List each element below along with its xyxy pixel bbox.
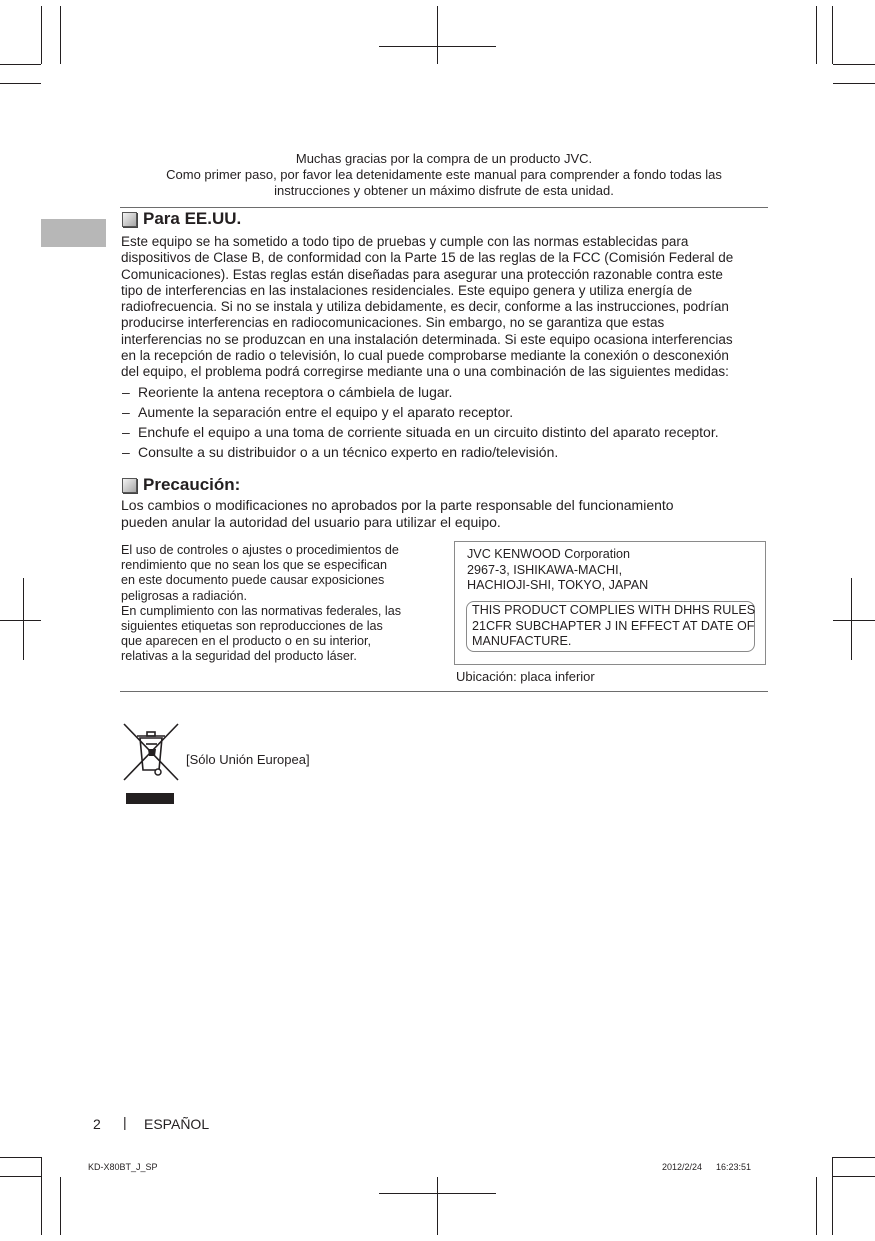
heading-square-icon — [122, 212, 137, 227]
fcc-line: radiofrecuencia. Si no se instala y utiliza debidamente, es decir, conforme a las instrucciones, podrían — [121, 299, 729, 315]
fcc-line: interferencias no se produzcan en una instalación determinada. Si este equipo ocasiona interferencias — [121, 331, 733, 347]
laser-line: siguientes etiquetas son reproducciones de las — [121, 619, 383, 634]
list-item: – Aumente la separación entre el equipo y el aparato receptor. — [122, 404, 514, 420]
weee-bar — [126, 793, 174, 804]
compliance-line: 21CFR SUBCHAPTER J IN EFFECT AT DATE OF — [472, 618, 755, 633]
list-item: – Reoriente la antena receptora o cámbiela de lugar. — [122, 384, 453, 400]
precaution-line: pueden anular la autoridad del usuario para utilizar el equipo. — [121, 514, 501, 530]
imprint-time: 16:23:51 — [716, 1162, 752, 1172]
fcc-line: Comunicaciones). Estas reglas están diseñadas para asegurar una protección razonable contra este — [121, 266, 723, 282]
laser-paragraph — [121, 543, 401, 665]
laser-line: El uso de controles o ajustes o procedimientos de — [121, 543, 399, 557]
intro-paragraph — [120, 151, 768, 199]
address-line: HACHIOJI-SHI, TOKYO, JAPAN — [467, 578, 649, 592]
fcc-heading-text: Para EE.UU. — [143, 209, 242, 228]
fcc-paragraph — [121, 234, 733, 381]
fcc-measures-list — [122, 382, 719, 462]
language-tab — [41, 219, 106, 247]
precaution-heading-text: Precaución: — [143, 475, 241, 494]
crossed-out-bin-icon — [122, 722, 180, 782]
laser-line: que aparecen en el producto o en su interior, — [121, 634, 371, 649]
fcc-line: tipo de interferencias en las instalaciones residenciales. Este equipo genera y utiliza energía de — [121, 282, 693, 298]
list-item: – Consulte a su distribuidor o a un técnico experto en radio/televisión. — [122, 444, 559, 460]
fcc-line: dispositivos de Clase B, de conformidad con la Parte 15 de las reglas de la FCC (Comisión Federal de — [121, 250, 734, 266]
intro-line: instrucciones y obtener un máximo disfrute de esta unidad. — [274, 183, 614, 198]
eu-only-note: [Sólo Unión Europea] — [186, 752, 310, 767]
laser-line: en este documento puede causar exposiciones — [121, 573, 385, 588]
laser-line: relativas a la seguridad del producto láser. — [121, 649, 357, 664]
laser-line: peligrosas a radiación. — [121, 588, 248, 603]
precaution-heading — [122, 475, 240, 495]
heading-square-icon — [122, 478, 137, 493]
list-item: – Enchufe el equipo a una toma de corriente situada en un circuito distinto del aparato receptor. — [122, 424, 719, 440]
fcc-line: en la recepción de radio o televisión, lo cual puede comprobarse mediante la conexión o desconexión — [121, 348, 729, 364]
address-line: 2967-3, ISHIKAWA-MACHI, — [467, 562, 623, 577]
intro-line: Muchas gracias por la compra de un producto JVC. — [295, 151, 593, 166]
footer-language: ESPAÑOL — [144, 1116, 210, 1132]
precaution-paragraph — [121, 497, 674, 531]
divider — [120, 207, 768, 208]
address-line: JVC KENWOOD Corporation — [467, 547, 631, 561]
laser-line: En cumplimiento con las normativas federales, las — [121, 603, 401, 618]
intro-line: Como primer paso, por favor lea detenidamente este manual para comprender a fondo todas las — [166, 167, 722, 182]
fcc-line: del equipo, el problema podrá corregirse mediante una o una combinación de las siguientes medidas: — [121, 364, 729, 380]
compliance-line: THIS PRODUCT COMPLIES WITH DHHS RULES — [472, 603, 756, 617]
imprint-file: KD-X80BT_J_SP — [88, 1162, 158, 1172]
fcc-heading — [122, 209, 241, 229]
compliance-box — [466, 601, 755, 652]
fcc-line: Este equipo se ha sometido a todo tipo de pruebas y cumple con las normas establecidas para — [121, 234, 689, 249]
compliance-line: MANUFACTURE. — [472, 634, 572, 648]
precaution-line: Los cambios o modificaciones no aprobados por la parte responsable del funcionamiento — [121, 497, 674, 513]
footer-separator: | — [123, 1114, 127, 1130]
divider — [120, 691, 768, 692]
imprint-date: 2012/2/24 — [662, 1162, 703, 1172]
laser-line: rendimiento que no sean los que se especifican — [121, 558, 388, 573]
label-location: Ubicación: placa inferior — [456, 669, 595, 684]
manufacturer-address — [467, 547, 648, 594]
fcc-line: producirse interferencias en radiocomunicaciones. Sin embargo, no se garantiza que estas — [121, 315, 665, 331]
page-number: 2 — [93, 1116, 101, 1132]
